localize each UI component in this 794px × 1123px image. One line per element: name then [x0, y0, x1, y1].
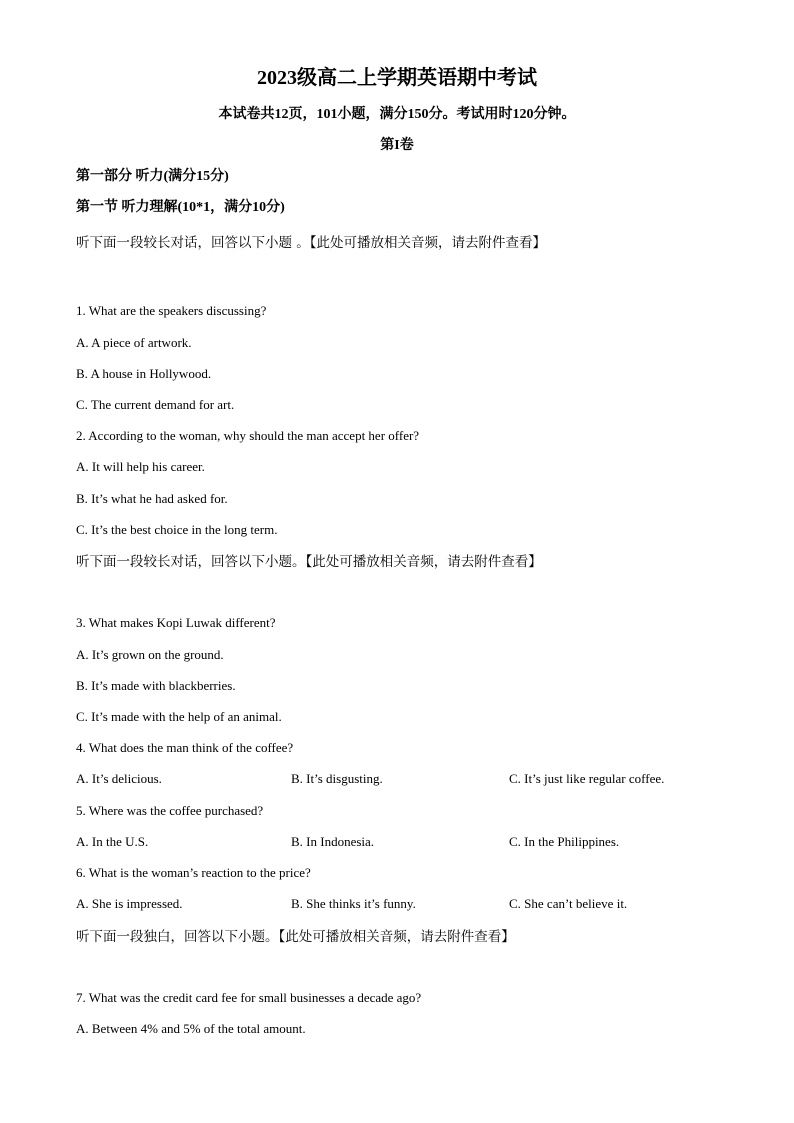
subsection-heading: 第一节 听力理解(10*1，满分10分): [76, 200, 285, 215]
question-4-option-b: B. It’s disgusting.: [291, 771, 383, 786]
question-5-option-a: A. In the U.S.: [76, 834, 149, 849]
question-2-stem: 2. According to the woman, why should the man accept her offer?: [76, 428, 420, 443]
question-5-option-c: C. In the Philippines.: [509, 834, 620, 849]
volume-label: 第I卷: [380, 138, 414, 153]
question-5-option-b: B. In Indonesia.: [291, 834, 375, 849]
part-heading: 第一部分 听力(满分15分): [76, 169, 229, 184]
question-3-stem: 3. What makes Kopi Luwak different?: [76, 615, 276, 630]
question-6-options: [76, 896, 716, 912]
question-5-options: [76, 834, 716, 850]
question-6-option-a: A. She is impressed.: [76, 896, 183, 911]
exam-subtitle: 本试卷共12页，101小题，满分150分。考试用时120分钟。: [218, 107, 576, 122]
question-1-stem: 1. What are the speakers discussing?: [76, 303, 267, 318]
question-5-stem: 5. Where was the coffee purchased?: [76, 803, 264, 818]
question-4-option-a: A. It’s delicious.: [76, 771, 162, 786]
question-4-option-c: C. It’s just like regular coffee.: [509, 771, 665, 786]
question-3-option-a: A. It’s grown on the ground.: [76, 647, 224, 662]
question-7-stem: 7. What was the credit card fee for small businesses a decade ago?: [76, 990, 422, 1005]
question-2-option-c: C. It’s the best choice in the long term.: [76, 522, 278, 537]
question-4-options: [76, 771, 716, 787]
question-7-option-a: A. Between 4% and 5% of the total amount.: [76, 1021, 306, 1036]
question-6-option-b: B. She thinks it’s funny.: [291, 896, 416, 911]
question-1-option-a: A. A piece of artwork.: [76, 335, 192, 350]
question-2-option-a: A. It will help his career.: [76, 459, 205, 474]
question-1-option-b: B. A house in Hollywood.: [76, 366, 212, 381]
instruction-monologue: 听下面一段独白，回答以下小题。【此处可播放相关音频，请去附件查看】: [76, 929, 515, 945]
exam-title: 2023级高二上学期英语期中考试: [257, 67, 537, 89]
question-3-option-c: C. It’s made with the help of an animal.: [76, 709, 282, 724]
question-1-option-c: C. The current demand for art.: [76, 397, 235, 412]
question-6-option-c: C. She can’t believe it.: [509, 896, 628, 911]
question-3-option-b: B. It’s made with blackberries.: [76, 678, 236, 693]
instruction-dialogue-2: 听下面一段较长对话，回答以下小题。【此处可播放相关音频，请去附件查看】: [76, 554, 542, 570]
question-2-option-b: B. It’s what he had asked for.: [76, 491, 228, 506]
instruction-dialogue-1: 听下面一段较长对话，回答以下小题 。【此处可播放相关音频，请去附件查看】: [76, 235, 547, 251]
question-6-stem: 6. What is the woman’s reaction to the price?: [76, 865, 311, 880]
question-4-stem: 4. What does the man think of the coffee?: [76, 740, 294, 755]
